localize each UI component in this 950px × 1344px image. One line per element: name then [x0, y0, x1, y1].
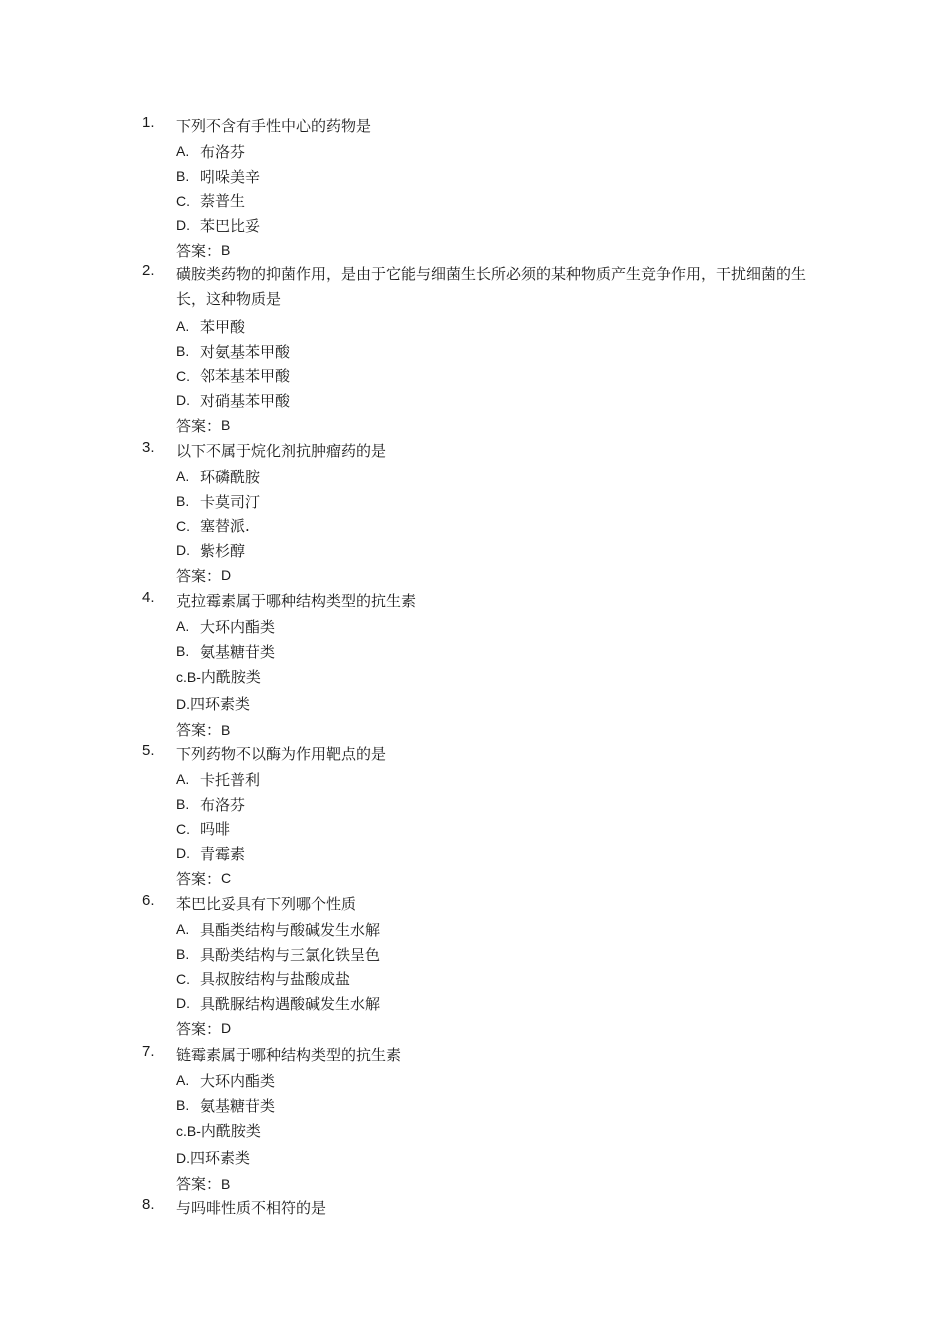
option-a: A. 具酯类结构与酸碱发生水解 [176, 920, 381, 939]
option-c: C. 吗啡 [176, 820, 231, 839]
option-c: c.B- 内酰胺类 [176, 1122, 261, 1141]
option-d: D. 苯巴比妥 [176, 216, 261, 235]
question-text: 苯巴比妥具有下列哪个性质 [176, 895, 357, 913]
answer-line: 答案： B [176, 416, 231, 435]
option-d: D. 紫杉醇 [176, 541, 246, 560]
option-d: D. 对硝基苯甲酸 [176, 391, 291, 410]
question-number: 6. [142, 892, 155, 909]
question-number: 7. [142, 1043, 155, 1060]
question-8 [142, 1196, 822, 1221]
option-c: C. 具叔胺结构与盐酸成盐 [176, 970, 351, 989]
option-c: C. 萘普生 [176, 192, 246, 211]
option-b: B. 氨基糖苷类 [176, 1096, 276, 1115]
question-1 [142, 114, 822, 262]
answer-line: 答案： B [176, 721, 231, 740]
option-b: B. 对氨基苯甲酸 [176, 342, 291, 361]
answer-line: 答案： C [176, 869, 232, 888]
option-b: B. 吲哚美辛 [176, 167, 261, 186]
option-a: A. 环磷酰胺 [176, 467, 261, 486]
question-number: 3. [142, 439, 155, 456]
option-a: A. 苯甲酸 [176, 317, 246, 336]
option-d: D. 青霉素 [176, 844, 246, 863]
option-d: D. 具酰脲结构遇酸碱发生水解 [176, 994, 381, 1013]
option-b: B. 氨基糖苷类 [176, 642, 276, 661]
option-a: A. 大环内酯类 [176, 617, 276, 636]
question-text: 以下不属于烷化剂抗肿瘤药的是 [176, 442, 387, 460]
question-text: 克拉霉素属于哪种结构类型的抗生素 [176, 592, 417, 610]
answer-line: 答案： B [176, 1175, 231, 1194]
question-6 [142, 892, 822, 1040]
answer-line: 答案： B [176, 241, 231, 260]
question-3 [142, 439, 822, 587]
question-text: 链霉素属于哪种结构类型的抗生素 [176, 1046, 402, 1064]
question-text: 与吗啡性质不相符的是 [176, 1199, 327, 1217]
question-4 [142, 589, 822, 742]
question-2 [142, 262, 822, 437]
option-b: B. 具酚类结构与三氯化铁呈色 [176, 945, 381, 964]
option-d: D. 四环素类 [176, 695, 251, 714]
question-text: 下列药物不以酶为作用靶点的是 [176, 745, 387, 763]
option-d: D. 四环素类 [176, 1149, 251, 1168]
option-c: C. 邻苯基苯甲酸 [176, 367, 291, 386]
question-5 [142, 742, 822, 890]
question-text: 磺胺类药物的抑菌作用，是由于它能与细菌生长所必须的某种物质产生竞争作用，干扰细菌的生长，这种物质是 [176, 265, 807, 308]
option-a: A. 布洛芬 [176, 142, 246, 161]
question-number: 2. [142, 262, 155, 279]
option-a: A. 卡托普利 [176, 770, 261, 789]
option-a: A. 大环内酯类 [176, 1071, 276, 1090]
option-c: c.B- 内酰胺类 [176, 668, 261, 687]
question-number: 4. [142, 589, 155, 606]
answer-line: 答案： D [176, 566, 232, 585]
option-b: B. 布洛芬 [176, 795, 246, 814]
option-b: B. 卡莫司汀 [176, 492, 261, 511]
question-7 [142, 1043, 822, 1196]
question-number: 1. [142, 114, 155, 131]
question-number: 5. [142, 742, 155, 759]
option-c: C. 塞替派. [176, 517, 250, 536]
question-number: 8. [142, 1196, 155, 1213]
answer-line: 答案： D [176, 1019, 232, 1038]
question-text: 下列不含有手性中心的药物是 [176, 117, 372, 135]
